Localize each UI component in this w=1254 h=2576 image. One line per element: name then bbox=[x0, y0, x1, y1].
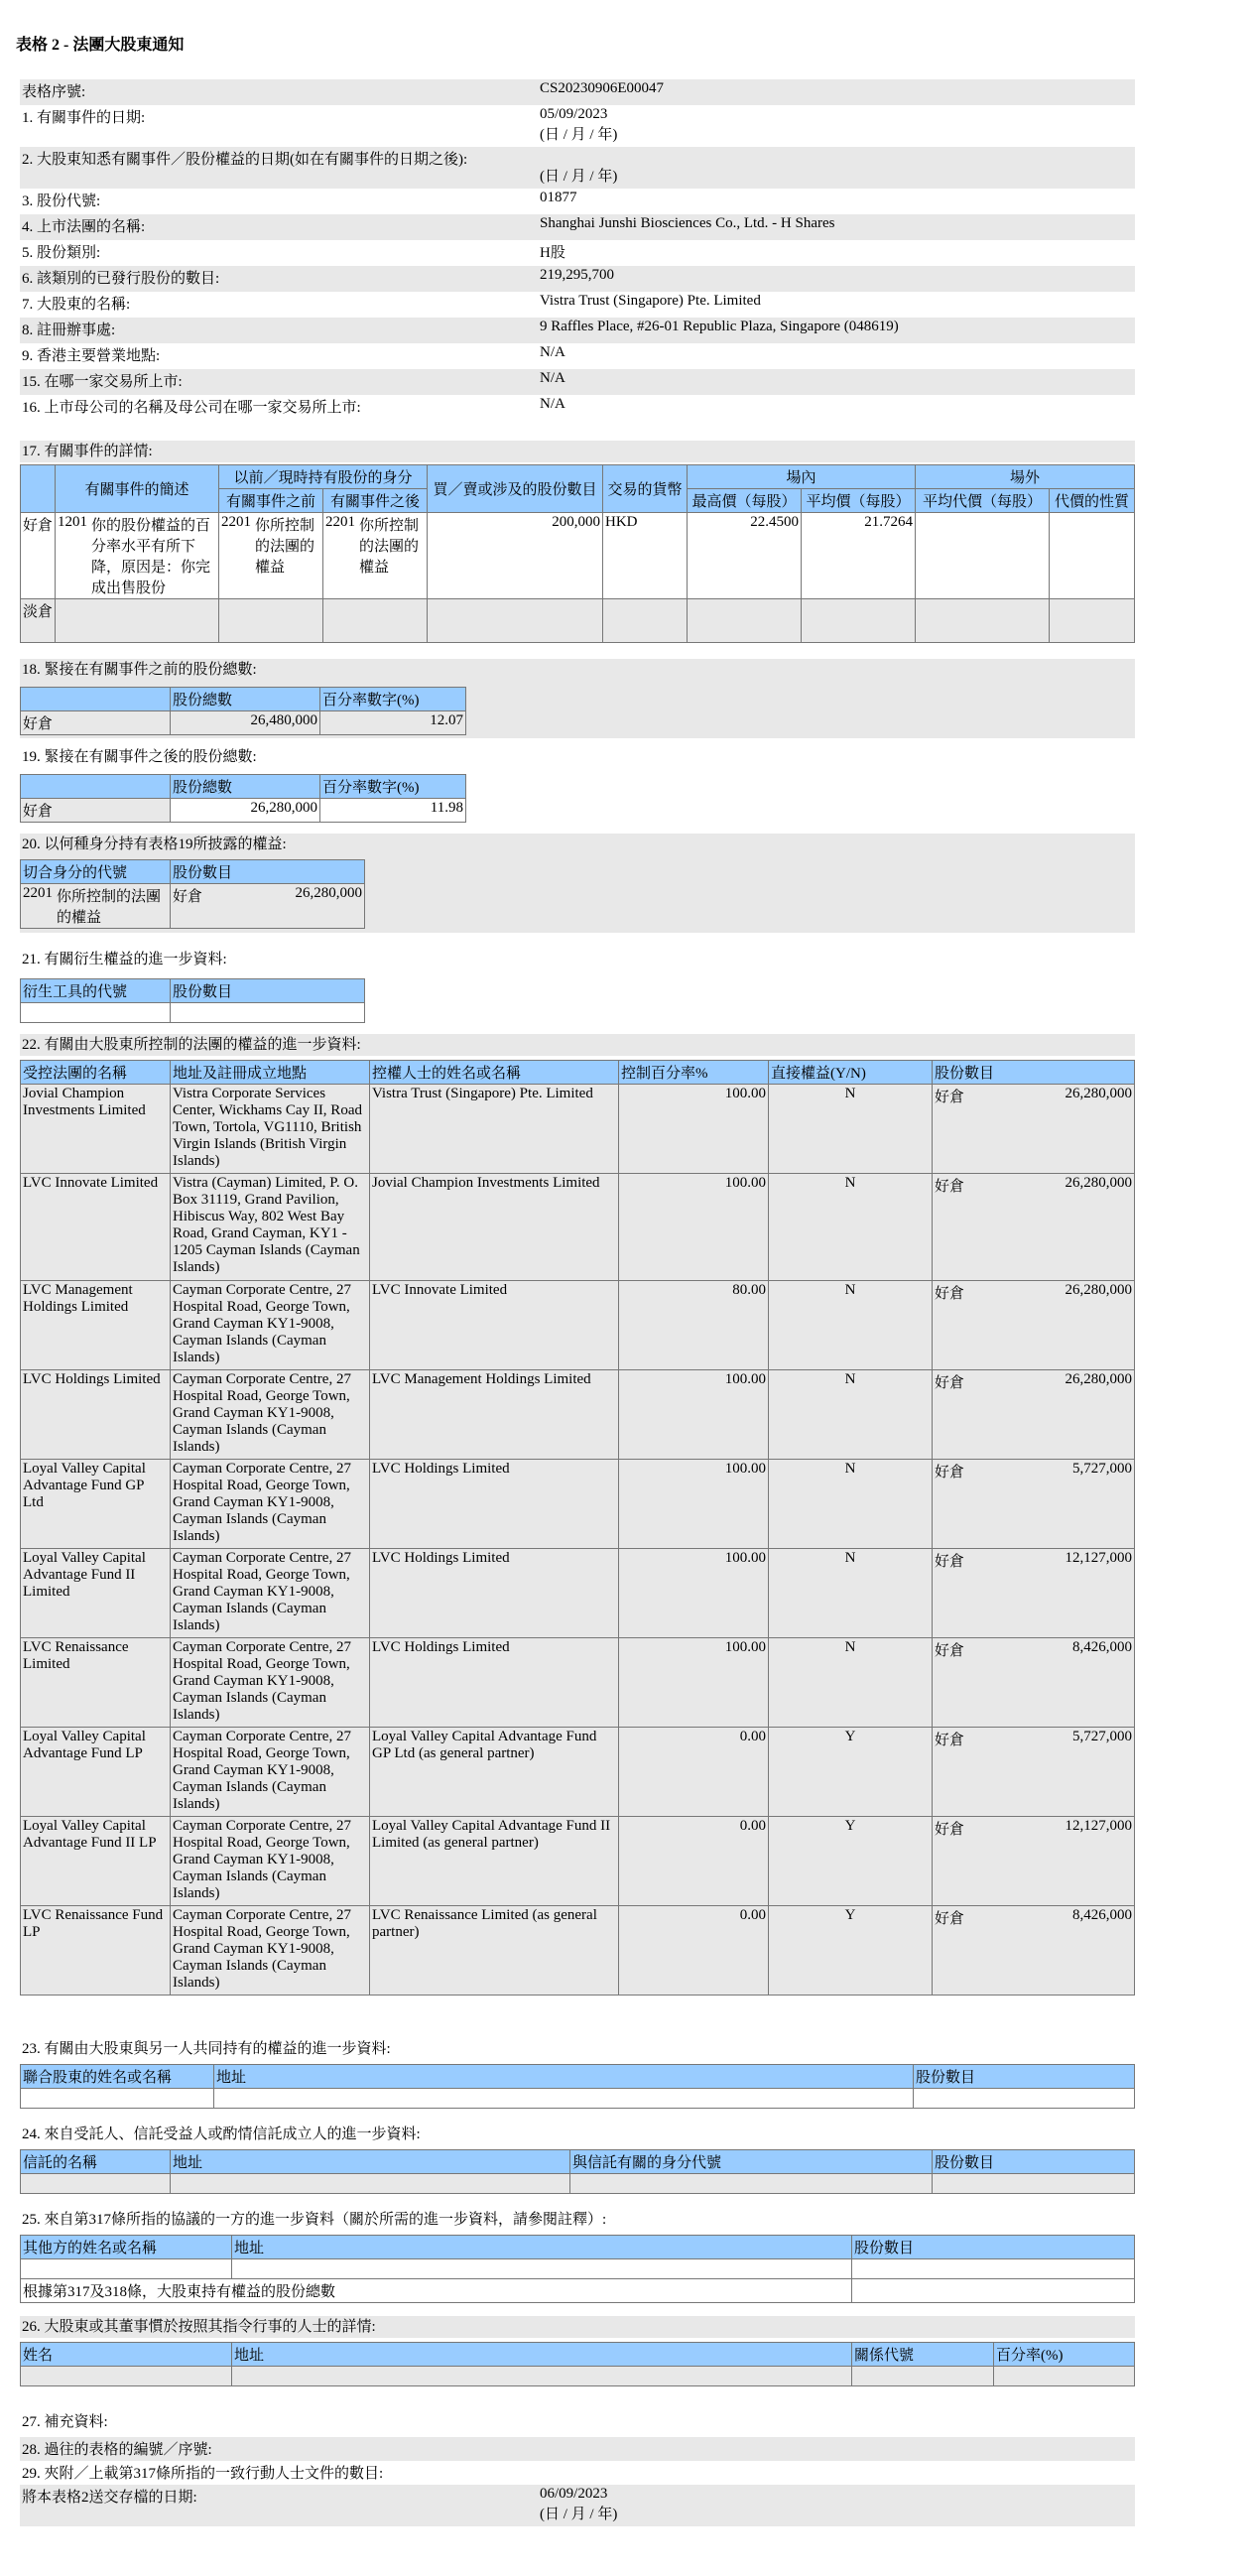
position-label: 好倉 bbox=[173, 889, 203, 905]
shares-value: 26,280,000 bbox=[1065, 1371, 1132, 1387]
direct-interest-cell: N bbox=[769, 1174, 933, 1281]
info-value: 05/09/2023 (日 / 月 / 年) bbox=[540, 106, 618, 143]
info-key: 4. 上市法團的名稱: bbox=[22, 219, 146, 235]
control-percent-cell: 80.00 bbox=[619, 1281, 769, 1370]
controller-cell: Loyal Valley Capital Advantage Fund GP Ltd (as general partner) bbox=[370, 1728, 619, 1817]
address-cell: Vistra Corporate Services Center, Wickhams Cay II, Road Town, Tortola, VG1110, British Virgin Islands (British Virgin Islands) bbox=[171, 1085, 370, 1174]
controller-cell: Jovial Champion Investments Limited bbox=[370, 1174, 619, 1281]
capacity-desc: 你所控制的法團的權益 bbox=[255, 518, 315, 576]
header-cell: 股份數目 bbox=[914, 2065, 1135, 2089]
info-row bbox=[20, 395, 1135, 421]
table-row bbox=[21, 599, 1135, 643]
controller-cell: LVC Holdings Limited bbox=[370, 1549, 619, 1638]
header-cell: 其他方的姓名或名稱 bbox=[21, 2236, 232, 2259]
header-cell: 直接權益(Y/N) bbox=[769, 1061, 933, 1085]
capacity-cell bbox=[21, 884, 171, 929]
capacity-code: 2201 bbox=[221, 514, 251, 530]
info-value: Shanghai Junshi Biosciences Co., Ltd. - H Shares bbox=[540, 215, 835, 231]
direct-interest-cell: Y bbox=[769, 1817, 933, 1906]
position-label: 好倉 bbox=[935, 1911, 965, 1927]
header-cell: 股份數目 bbox=[852, 2236, 1135, 2259]
corporation-name-cell: Loyal Valley Capital Advantage Fund LP bbox=[21, 1728, 171, 1817]
control-percent-cell: 100.00 bbox=[619, 1460, 769, 1549]
header-cell: 地址 bbox=[232, 2236, 852, 2259]
address-cell: Vistra (Cayman) Limited, P. O. Box 31119, Grand Pavilion, Hibiscus Way, 802 West Bay Road, Grand Cayman, KY1 - 1205 Cayman Islands (Cayman Islands) bbox=[171, 1174, 370, 1281]
info-row bbox=[20, 105, 1135, 147]
header-cell: 百分率數字(%) bbox=[320, 688, 466, 711]
info-row bbox=[20, 240, 1135, 266]
shares-cell bbox=[933, 1281, 1135, 1370]
corporation-name-cell: LVC Management Holdings Limited bbox=[21, 1281, 171, 1370]
header-cell: 場內 bbox=[688, 465, 916, 489]
header-cell: 股份數目 bbox=[933, 2150, 1135, 2174]
info-key: 16. 上市母公司的名稱及母公司在哪一家交易所上市: bbox=[22, 400, 361, 416]
header-cell: 地址 bbox=[232, 2343, 852, 2367]
table-row bbox=[21, 711, 466, 735]
table-row bbox=[21, 1549, 1135, 1638]
currency-cell: HKD bbox=[603, 513, 688, 599]
corporation-name-cell: Loyal Valley Capital Advantage Fund II LP bbox=[21, 1817, 171, 1906]
info-value: CS20230906E00047 bbox=[540, 80, 665, 96]
percent-cell: 11.98 bbox=[320, 799, 466, 823]
direct-interest-cell: Y bbox=[769, 1728, 933, 1817]
shares-cell bbox=[933, 1460, 1135, 1549]
derivative-table bbox=[20, 978, 365, 1023]
capacity-desc: 你所控制的法團的權益 bbox=[57, 889, 162, 926]
shares-cell bbox=[933, 1638, 1135, 1728]
address-cell: Cayman Corporate Centre, 27 Hospital Road, George Town, Grand Cayman KY1-9008, Cayman Islands (Cayman Islands) bbox=[171, 1460, 370, 1549]
shares-cell bbox=[933, 1174, 1135, 1281]
header-cell: 股份總數 bbox=[171, 775, 320, 799]
address-cell: Cayman Corporate Centre, 27 Hospital Road, George Town, Grand Cayman KY1-9008, Cayman Islands (Cayman Islands) bbox=[171, 1728, 370, 1817]
table-row bbox=[21, 1638, 1135, 1728]
section-27-title: 27. 補充資料: bbox=[22, 2414, 108, 2430]
position-label: 好倉 bbox=[935, 1090, 965, 1105]
table-row bbox=[21, 1728, 1135, 1817]
direct-interest-cell: N bbox=[769, 1460, 933, 1549]
page-title: 表格 2 - 法團大股東通知 bbox=[16, 37, 185, 54]
info-value: 01877 bbox=[540, 190, 577, 205]
direct-interest-cell: N bbox=[769, 1281, 933, 1370]
shares-value: 26,280,000 bbox=[1065, 1282, 1132, 1298]
header-cell: 有關事件的簡述 bbox=[56, 465, 219, 513]
table-row bbox=[21, 884, 365, 929]
header-cell: 地址及註冊成立地點 bbox=[171, 1061, 370, 1085]
info-row bbox=[20, 214, 1135, 240]
table-row bbox=[21, 799, 466, 823]
header-cell: 股份數目 bbox=[171, 860, 365, 884]
info-value: N/A bbox=[540, 370, 565, 386]
address-cell: Cayman Corporate Centre, 27 Hospital Road, George Town, Grand Cayman KY1-9008, Cayman Islands (Cayman Islands) bbox=[171, 1817, 370, 1906]
capacity-before-cell bbox=[219, 513, 323, 599]
control-percent-cell: 100.00 bbox=[619, 1370, 769, 1460]
capacity-code: 2201 bbox=[325, 514, 355, 530]
shares-cell bbox=[933, 1906, 1135, 1996]
header-cell: 衍生工具的代號 bbox=[21, 979, 171, 1003]
header-cell: 交易的貨幣 bbox=[603, 465, 688, 513]
shares-cell bbox=[933, 1085, 1135, 1174]
table-row bbox=[21, 1460, 1135, 1549]
header-cell: 地址 bbox=[171, 2150, 570, 2174]
header-cell: 買／賣或涉及的股份數目 bbox=[428, 465, 603, 513]
info-value: 9 Raffles Place, #26-01 Republic Plaza, Singapore (048619) bbox=[540, 319, 899, 334]
info-row bbox=[20, 318, 1135, 343]
header-cell: 股份總數 bbox=[171, 688, 320, 711]
shares-value: 26,280,000 bbox=[1065, 1086, 1132, 1101]
header-cell: 最高價（每股） bbox=[688, 489, 802, 513]
info-key: 15. 在哪一家交易所上市: bbox=[22, 374, 183, 390]
info-value: 219,295,700 bbox=[540, 267, 614, 283]
shares-cell bbox=[933, 1817, 1135, 1906]
info-key: 7. 大股東的名稱: bbox=[22, 297, 131, 313]
section-26-title: 26. 大股東或其董事慣於按照其指令行事的人士的詳情: bbox=[20, 2316, 1135, 2338]
avg-price-cell: 21.7264 bbox=[802, 513, 916, 599]
info-value: N/A bbox=[540, 344, 565, 360]
section-25-title: 25. 來自第317條所指的協議的一方的進一步資料（關於所需的進一步資料，請參閱註釋）: bbox=[22, 2212, 607, 2228]
info-key: 9. 香港主要營業地點: bbox=[22, 348, 161, 364]
info-row bbox=[20, 292, 1135, 318]
header-cell: 受控法團的名稱 bbox=[21, 1061, 171, 1085]
shares-cell bbox=[933, 1549, 1135, 1638]
position-cell: 好倉 bbox=[21, 513, 56, 599]
header-cell: 聯合股東的姓名或名稱 bbox=[21, 2065, 214, 2089]
header-cell: 百分率(%) bbox=[994, 2343, 1135, 2367]
header-cell: 場外 bbox=[916, 465, 1135, 489]
direct-interest-cell: N bbox=[769, 1370, 933, 1460]
table-row bbox=[21, 1174, 1135, 1281]
info-row bbox=[20, 2485, 1135, 2526]
address-cell: Cayman Corporate Centre, 27 Hospital Road, George Town, Grand Cayman KY1-9008, Cayman Islands (Cayman Islands) bbox=[171, 1906, 370, 1996]
header-cell: 控權人士的姓名或名稱 bbox=[370, 1061, 619, 1085]
info-key: 1. 有關事件的日期: bbox=[22, 110, 146, 126]
header-cell: 股份數目 bbox=[933, 1061, 1135, 1085]
capacity-after-cell bbox=[323, 513, 428, 599]
info-value: (日 / 月 / 年) bbox=[540, 169, 618, 185]
info-key: 29. 夾附／上載第317條所指的一致行動人士文件的數目: bbox=[22, 2466, 384, 2482]
header-cell: 有關事件之後 bbox=[323, 489, 428, 513]
directors-table bbox=[20, 2342, 1135, 2386]
info-key: 8. 註冊辦事處: bbox=[22, 322, 116, 338]
control-percent-cell: 0.00 bbox=[619, 1728, 769, 1817]
position-label: 好倉 bbox=[935, 1733, 965, 1748]
position-label: 好倉 bbox=[935, 1375, 965, 1391]
info-row bbox=[20, 369, 1135, 395]
control-percent-cell: 100.00 bbox=[619, 1549, 769, 1638]
info-row bbox=[20, 343, 1135, 369]
info-key: 2. 大股東知悉有關事件／股份權益的日期(如在有關事件的日期之後): bbox=[22, 152, 468, 168]
footer-list bbox=[20, 2437, 1135, 2526]
shares-value: 26,280,000 bbox=[1065, 1175, 1132, 1191]
position-cell: 好倉 bbox=[21, 711, 171, 735]
shares-after-table bbox=[20, 774, 466, 823]
corporation-name-cell: Loyal Valley Capital Advantage Fund II Limited bbox=[21, 1549, 171, 1638]
info-row bbox=[20, 266, 1135, 292]
header-cell: 切合身分的代號 bbox=[21, 860, 171, 884]
event-details-table bbox=[20, 464, 1135, 643]
info-row bbox=[20, 2437, 1135, 2461]
controller-cell: LVC Renaissance Limited (as general partner) bbox=[370, 1906, 619, 1996]
section-22-title: 22. 有關由大股東所控制的法團的權益的進一步資料: bbox=[20, 1034, 1135, 1056]
header-cell: 平均代價（每股） bbox=[916, 489, 1050, 513]
address-cell: Cayman Corporate Centre, 27 Hospital Road, George Town, Grand Cayman KY1-9008, Cayman Islands (Cayman Islands) bbox=[171, 1370, 370, 1460]
info-key: 將本表格2送交存檔的日期: bbox=[22, 2490, 197, 2506]
corporation-name-cell: LVC Holdings Limited bbox=[21, 1370, 171, 1460]
header-cell: 地址 bbox=[214, 2065, 914, 2089]
position-label: 好倉 bbox=[935, 1286, 965, 1302]
capacity-code: 2201 bbox=[23, 885, 53, 901]
shares-value: 5,727,000 bbox=[1072, 1461, 1132, 1477]
info-key: 3. 股份代號: bbox=[22, 193, 101, 209]
info-value bbox=[538, 2461, 1135, 2463]
position-label: 好倉 bbox=[935, 1643, 965, 1659]
consideration-nature-cell bbox=[1050, 513, 1135, 599]
section-21-title: 21. 有關衍生權益的進一步資料: bbox=[22, 952, 227, 967]
controller-cell: LVC Innovate Limited bbox=[370, 1281, 619, 1370]
direct-interest-cell: N bbox=[769, 1085, 933, 1174]
address-cell: Cayman Corporate Centre, 27 Hospital Road, George Town, Grand Cayman KY1-9008, Cayman Islands (Cayman Islands) bbox=[171, 1638, 370, 1728]
shares-before-table bbox=[20, 687, 466, 735]
trust-table bbox=[20, 2149, 1135, 2194]
shares-value: 12,127,000 bbox=[1065, 1550, 1132, 1566]
total-label: 根據第317及318條，大股東持有權益的股份總數 bbox=[21, 2279, 852, 2303]
agreement-parties-table bbox=[20, 2235, 1135, 2303]
corporation-name-cell: Loyal Valley Capital Advantage Fund GP Ltd bbox=[21, 1460, 171, 1549]
event-desc: 你的股份權益的百分率水平有所下降，原因是：你完成出售股份 bbox=[91, 518, 211, 596]
shares-cell bbox=[933, 1728, 1135, 1817]
info-key: 28. 過往的表格的編號／序號: bbox=[22, 2442, 212, 2458]
info-value bbox=[538, 2437, 1135, 2439]
header-cell: 與信託有關的身分代號 bbox=[570, 2150, 933, 2174]
percent-cell: 12.07 bbox=[320, 711, 466, 735]
shares-value: 8,426,000 bbox=[1072, 1907, 1132, 1923]
capacity-desc: 你所控制的法團的權益 bbox=[359, 518, 420, 576]
shares-value: 8,426,000 bbox=[1072, 1639, 1132, 1655]
section-19-title: 19. 緊接在有關事件之後的股份總數: bbox=[22, 749, 257, 765]
direct-interest-cell: N bbox=[769, 1638, 933, 1728]
info-key: 5. 股份類別: bbox=[22, 245, 101, 261]
table-row bbox=[21, 513, 1135, 599]
shares-value: 5,727,000 bbox=[1072, 1729, 1132, 1744]
controlled-corporations-table bbox=[20, 1060, 1135, 1996]
table-row bbox=[21, 2279, 1135, 2303]
header-cell bbox=[21, 465, 56, 513]
header-cell: 代價的性質 bbox=[1050, 489, 1135, 513]
avg-consideration-cell bbox=[916, 513, 1050, 599]
info-list bbox=[20, 79, 1135, 421]
shares-cell: 26,280,000 bbox=[171, 799, 320, 823]
shares-value: 26,280,000 bbox=[295, 885, 362, 901]
corporation-name-cell: LVC Renaissance Fund LP bbox=[21, 1906, 171, 1996]
position-label: 好倉 bbox=[935, 1822, 965, 1838]
info-value: 06/09/2023 (日 / 月 / 年) bbox=[540, 2486, 618, 2522]
header-cell: 姓名 bbox=[21, 2343, 232, 2367]
corporation-name-cell: Jovial Champion Investments Limited bbox=[21, 1085, 171, 1174]
shares-cell: 200,000 bbox=[428, 513, 603, 599]
control-percent-cell: 100.00 bbox=[619, 1638, 769, 1728]
info-value: N/A bbox=[540, 396, 565, 412]
info-key: 6. 該類別的已發行股份的數目: bbox=[22, 271, 220, 287]
table-row bbox=[21, 1906, 1135, 1996]
direct-interest-cell: N bbox=[769, 1549, 933, 1638]
corporation-name-cell: LVC Renaissance Limited bbox=[21, 1638, 171, 1728]
shares-cell bbox=[171, 884, 365, 929]
info-key: 表格序號: bbox=[22, 84, 86, 100]
header-cell: 控制百分率% bbox=[619, 1061, 769, 1085]
controller-cell: Vistra Trust (Singapore) Pte. Limited bbox=[370, 1085, 619, 1174]
address-cell: Cayman Corporate Centre, 27 Hospital Road, George Town, Grand Cayman KY1-9008, Cayman Islands (Cayman Islands) bbox=[171, 1281, 370, 1370]
position-cell: 好倉 bbox=[21, 799, 171, 823]
controller-cell: LVC Holdings Limited bbox=[370, 1638, 619, 1728]
joint-holders-table bbox=[20, 2064, 1135, 2109]
header-cell: 關係代號 bbox=[852, 2343, 994, 2367]
position-label: 好倉 bbox=[935, 1554, 965, 1570]
event-code: 1201 bbox=[58, 514, 87, 530]
controller-cell: Loyal Valley Capital Advantage Fund II Limited (as general partner) bbox=[370, 1817, 619, 1906]
control-percent-cell: 0.00 bbox=[619, 1906, 769, 1996]
section-17-title: 17. 有關事件的詳情: bbox=[20, 441, 1135, 462]
header-cell: 信託的名稱 bbox=[21, 2150, 171, 2174]
header-cell: 以前／現時持有股份的身分 bbox=[219, 465, 428, 489]
control-percent-cell: 100.00 bbox=[619, 1085, 769, 1174]
shares-cell bbox=[933, 1370, 1135, 1460]
control-percent-cell: 0.00 bbox=[619, 1817, 769, 1906]
table-row bbox=[21, 1817, 1135, 1906]
info-row bbox=[20, 79, 1135, 105]
header-cell: 平均價（每股） bbox=[802, 489, 916, 513]
section-20-title: 20. 以何種身分持有表格19所披露的權益: bbox=[22, 837, 287, 852]
info-row bbox=[20, 2461, 1135, 2485]
table-row bbox=[21, 1085, 1135, 1174]
shares-value: 12,127,000 bbox=[1065, 1818, 1132, 1834]
control-percent-cell: 100.00 bbox=[619, 1174, 769, 1281]
table-row bbox=[21, 1281, 1135, 1370]
controller-cell: LVC Management Holdings Limited bbox=[370, 1370, 619, 1460]
section-23-title: 23. 有關由大股東與另一人共同持有的權益的進一步資料: bbox=[22, 2041, 391, 2057]
position-cell: 淡倉 bbox=[21, 599, 56, 643]
controller-cell: LVC Holdings Limited bbox=[370, 1460, 619, 1549]
header-cell: 有關事件之前 bbox=[219, 489, 323, 513]
section-18-title: 18. 緊接在有關事件之前的股份總數: bbox=[22, 662, 257, 678]
direct-interest-cell: Y bbox=[769, 1906, 933, 1996]
header-cell: 股份數目 bbox=[171, 979, 365, 1003]
info-value: Vistra Trust (Singapore) Pte. Limited bbox=[540, 293, 761, 309]
corporation-name-cell: LVC Innovate Limited bbox=[21, 1174, 171, 1281]
info-row bbox=[20, 189, 1135, 214]
info-value: H股 bbox=[540, 245, 565, 261]
capacity-table bbox=[20, 859, 365, 929]
high-price-cell: 22.4500 bbox=[688, 513, 802, 599]
position-label: 好倉 bbox=[935, 1179, 965, 1195]
header-cell: 百分率數字(%) bbox=[320, 775, 466, 799]
info-row bbox=[20, 147, 1135, 189]
address-cell: Cayman Corporate Centre, 27 Hospital Road, George Town, Grand Cayman KY1-9008, Cayman Islands (Cayman Islands) bbox=[171, 1549, 370, 1638]
position-label: 好倉 bbox=[935, 1465, 965, 1481]
shares-cell: 26,480,000 bbox=[171, 711, 320, 735]
table-row bbox=[21, 1370, 1135, 1460]
section-24-title: 24. 來自受託人、信託受益人或酌情信託成立人的進一步資料: bbox=[22, 2126, 421, 2142]
event-cell bbox=[56, 513, 219, 599]
